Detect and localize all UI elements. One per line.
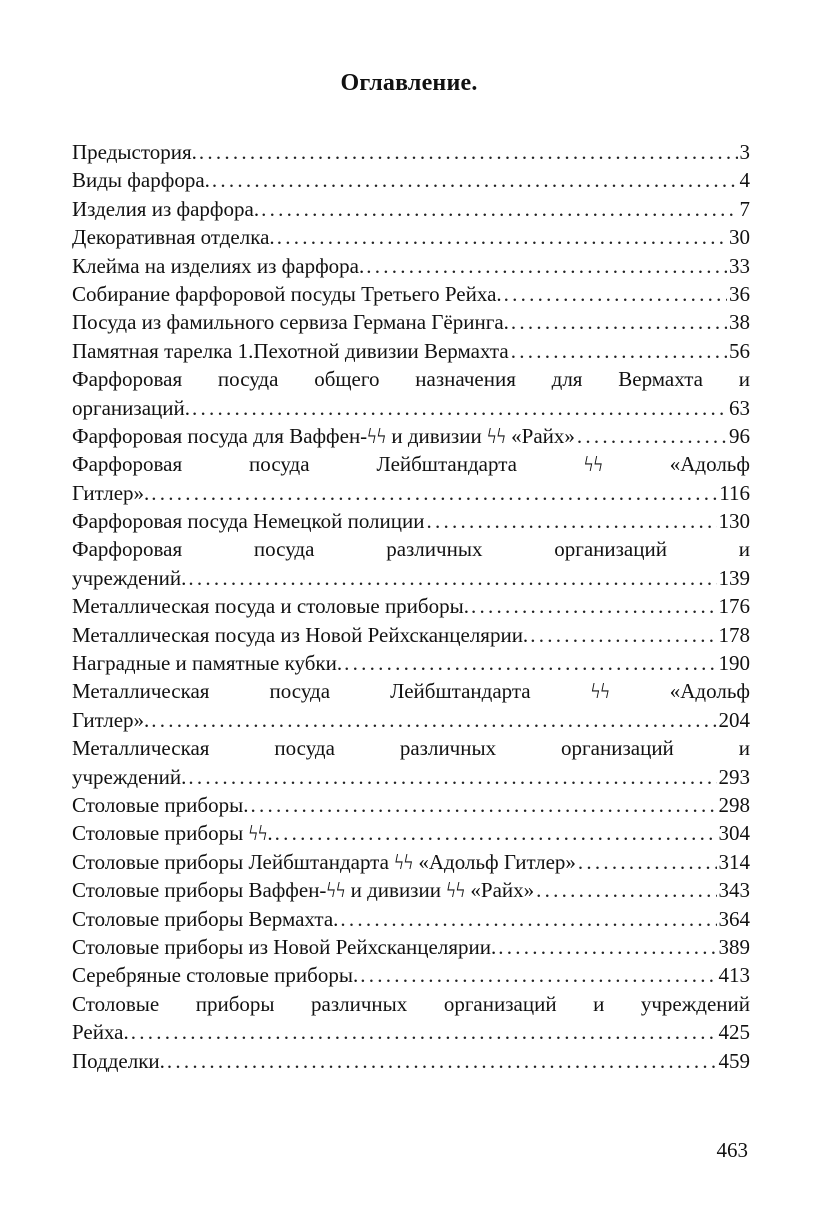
toc-entry-title: учреждений. — [72, 565, 187, 590]
toc-entry-title: Подделки. — [72, 1048, 165, 1073]
toc-entry-page: 63 — [729, 395, 750, 420]
toc-entry — [72, 535, 750, 592]
toc-entry-title: Собирание фарфоровой посуды Третьего Рейха. — [72, 281, 502, 306]
toc-entry-title: Фарфоровая посуда для Ваффен-ϟϟ и дивизии ϟϟ «Райх» — [72, 423, 575, 448]
toc-leader-dots — [511, 337, 727, 365]
toc-entry-page: 38 — [729, 310, 750, 335]
toc-entry-line — [72, 252, 750, 280]
toc-entry — [72, 365, 750, 422]
toc-entry-line — [72, 621, 750, 649]
toc-leader-dots — [504, 280, 727, 308]
toc-entry-line-continued — [72, 365, 750, 393]
toc-entry-title: Фарфоровая посуда различных организаций и — [72, 537, 750, 562]
toc-entry-page: 30 — [729, 225, 750, 250]
toc-title: Оглавление. — [340, 70, 478, 96]
toc-entry-line — [72, 791, 750, 819]
toc-entry-title: учреждений. — [72, 764, 187, 789]
toc-entry — [72, 649, 750, 677]
toc-entry-line — [72, 195, 750, 223]
toc-leader-dots — [498, 933, 716, 961]
toc-entry — [72, 166, 750, 194]
toc-entry — [72, 450, 750, 507]
toc-entry-page: 4 — [739, 168, 750, 193]
toc-leader-dots — [366, 252, 727, 280]
toc-entry-title: Декоративная отделка. — [72, 225, 275, 250]
table-of-contents — [72, 138, 750, 1075]
toc-entry-line — [72, 592, 750, 620]
toc-entry — [72, 138, 750, 166]
toc-entry-page: 3 — [739, 140, 750, 164]
toc-leader-dots — [360, 961, 716, 989]
toc-entry — [72, 990, 750, 1047]
toc-leader-dots — [536, 876, 716, 904]
toc-entry-line — [72, 649, 750, 677]
toc-entry-title: Наградные и памятные кубки. — [72, 651, 343, 676]
toc-entry-title: Предыстория. — [72, 140, 197, 164]
toc-entry-line — [72, 223, 750, 251]
toc-entry-page: 304 — [718, 821, 750, 846]
toc-entry-title: Металлическая посуда из Новой Рейхсканцелярии. — [72, 622, 529, 647]
toc-leader-dots — [577, 422, 727, 450]
toc-entry-line — [72, 394, 750, 422]
toc-entry-title: Клейма на изделиях из фарфора. — [72, 253, 365, 278]
toc-entry-line — [72, 905, 750, 933]
toc-entry — [72, 1047, 750, 1075]
toc-entry-title: Виды фарфора. — [72, 168, 210, 193]
toc-entry-page: 364 — [718, 906, 750, 931]
toc-entry — [72, 422, 750, 450]
toc-entry — [72, 791, 750, 819]
toc-entry-page: 130 — [718, 509, 750, 534]
page-number: 463 — [716, 1138, 748, 1162]
toc-entry-page: 36 — [729, 281, 750, 306]
toc-entry — [72, 507, 750, 535]
toc-entry-page: 7 — [739, 196, 750, 221]
toc-entry — [72, 592, 750, 620]
toc-leader-dots — [275, 819, 717, 847]
toc-entry-page: 56 — [729, 338, 750, 363]
toc-entry-line-continued — [72, 734, 750, 762]
toc-entry-line — [72, 933, 750, 961]
toc-entry-page: 459 — [718, 1048, 750, 1073]
toc-entry-line — [72, 308, 750, 336]
toc-entry-page: 413 — [718, 963, 750, 988]
toc-entry-line — [72, 848, 750, 876]
toc-entry-line — [72, 337, 750, 365]
toc-entry-line-continued — [72, 990, 750, 1018]
toc-entry-title: Фарфоровая посуда Немецкой полиции — [72, 509, 425, 534]
toc-entry-page: 96 — [729, 423, 750, 448]
toc-leader-dots — [188, 564, 716, 592]
toc-leader-dots — [151, 706, 716, 734]
toc-entry — [72, 223, 750, 251]
toc-entry-page: 178 — [718, 622, 750, 647]
toc-entry-title: Столовые приборы. — [72, 792, 249, 817]
toc-entry — [72, 933, 750, 961]
toc-entry — [72, 734, 750, 791]
toc-entry-page: 298 — [718, 792, 750, 817]
toc-entry-page: 389 — [718, 934, 750, 959]
toc-leader-dots — [192, 394, 727, 422]
toc-leader-dots — [340, 905, 716, 933]
toc-entry-title: Гитлер». — [72, 707, 150, 732]
toc-entry-line — [72, 138, 750, 166]
toc-leader-dots — [261, 195, 737, 223]
toc-entry-line — [72, 422, 750, 450]
toc-entry-line — [72, 564, 750, 592]
toc-leader-dots — [250, 791, 716, 819]
toc-leader-dots — [530, 621, 716, 649]
toc-entry-line — [72, 1018, 750, 1046]
toc-entry-page: 425 — [718, 1020, 750, 1045]
toc-entry-line — [72, 706, 750, 734]
toc-entry-page: 343 — [718, 878, 750, 903]
toc-entry-line — [72, 507, 750, 535]
toc-leader-dots — [212, 166, 738, 194]
toc-entry-title: Столовые приборы из Новой Рейхсканцелярии. — [72, 934, 497, 959]
toc-entry — [72, 848, 750, 876]
toc-entry-page: 116 — [719, 480, 750, 505]
toc-leader-dots — [188, 763, 716, 791]
toc-entry-title: Гитлер». — [72, 480, 150, 505]
toc-entry-line — [72, 1047, 750, 1075]
toc-entry-title: организаций. — [72, 395, 190, 420]
toc-entry-line — [72, 819, 750, 847]
toc-entry-page: 190 — [718, 651, 750, 676]
toc-entry-page: 314 — [718, 849, 750, 874]
toc-entry — [72, 961, 750, 989]
toc-entry-page: 204 — [718, 707, 750, 732]
toc-entry — [72, 876, 750, 904]
toc-entry-title: Посуда из фамильного сервиза Германа Гёринга. — [72, 310, 509, 335]
toc-leader-dots — [426, 507, 716, 535]
toc-entry — [72, 819, 750, 847]
toc-entry-page: 293 — [718, 764, 750, 789]
toc-entry-line — [72, 876, 750, 904]
toc-entry — [72, 308, 750, 336]
toc-entry — [72, 252, 750, 280]
toc-leader-dots — [511, 308, 727, 336]
toc-entry-title: Серебряные столовые приборы. — [72, 963, 359, 988]
toc-entry-page: 33 — [729, 253, 750, 278]
toc-entry-page: 139 — [718, 565, 750, 590]
toc-entry-line — [72, 479, 750, 507]
toc-entry — [72, 677, 750, 734]
toc-entry — [72, 905, 750, 933]
toc-leader-dots — [277, 223, 727, 251]
toc-entry-title: Столовые приборы Лейбштандарта ϟϟ «Адольф Гитлер» — [72, 849, 576, 874]
toc-entry-title: Металлическая посуда Лейбштандарта ϟϟ «Адольф — [72, 679, 750, 704]
toc-entry-title: Памятная тарелка 1.Пехотной дивизии Вермахта — [72, 338, 509, 363]
toc-entry-title: Рейха. — [72, 1020, 129, 1045]
toc-entry-title: Изделия из фарфора. — [72, 196, 260, 221]
toc-entry-title: Столовые приборы Вермахта. — [72, 906, 339, 931]
toc-entry-line — [72, 280, 750, 308]
toc-entry-line-continued — [72, 677, 750, 705]
toc-entry-line — [72, 961, 750, 989]
toc-entry-title: Фарфоровая посуда общего назначения для Вермахта и — [72, 367, 750, 392]
toc-entry — [72, 621, 750, 649]
toc-entry-page: 176 — [718, 594, 750, 619]
toc-leader-dots — [151, 479, 717, 507]
toc-leader-dots — [578, 848, 717, 876]
toc-entry-title: Металлическая посуда и столовые приборы. — [72, 594, 469, 619]
toc-entry — [72, 195, 750, 223]
toc-entry — [72, 280, 750, 308]
toc-entry-title: Столовые приборы Ваффен-ϟϟ и дивизии ϟϟ «Райх» — [72, 878, 535, 903]
toc-entry-title: Столовые приборы различных организаций и учреждений — [72, 991, 750, 1016]
toc-entry-line-continued — [72, 535, 750, 563]
toc-leader-dots — [131, 1018, 717, 1046]
toc-entry-line — [72, 166, 750, 194]
toc-leader-dots — [471, 592, 717, 620]
toc-leader-dots — [167, 1047, 717, 1075]
toc-entry-title: Столовые приборы ϟϟ. — [72, 821, 273, 846]
toc-entry — [72, 337, 750, 365]
toc-entry-line-continued — [72, 450, 750, 478]
toc-leader-dots — [344, 649, 716, 677]
toc-entry-title: Фарфоровая посуда Лейбштандарта ϟϟ «Адольф — [72, 452, 750, 477]
toc-entry-line — [72, 763, 750, 791]
toc-entry-title: Металлическая посуда различных организаций и — [72, 736, 750, 761]
toc-leader-dots — [199, 138, 738, 166]
